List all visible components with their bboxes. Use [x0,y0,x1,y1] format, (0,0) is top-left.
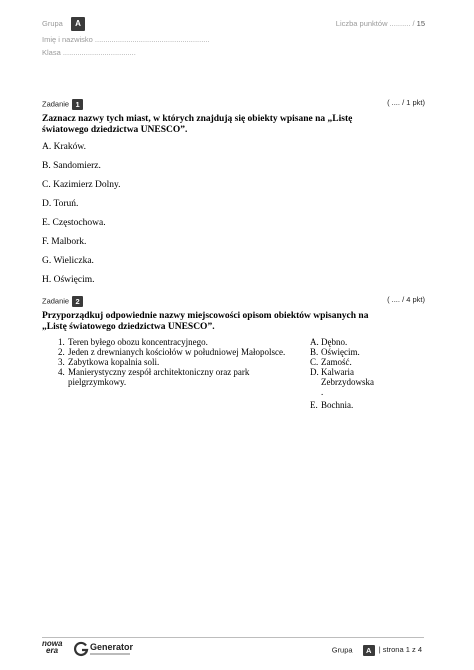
nowa-era-logo: nowa era [42,639,63,655]
task1-label-text: Zadanie [42,99,70,109]
generator-logo-icon [73,641,89,657]
task1-question-line2: światowego dziedzictwa UNESCO”. [42,124,188,135]
place-item-cont: Zebrzydowska [321,377,374,387]
task1-option-d[interactable]: D. Toruń. [42,199,79,209]
task1-option-c[interactable]: C. Kazimierz Dolny. [42,180,121,190]
footer-group-badge: A [363,645,375,656]
task2-question-line1: Przyporządkuj odpowiednie nazwy miejscowości opisom obiektów wpisanych na [42,311,369,321]
task1-question-line1: Zaznacz nazwy tych miast, w których znajdują się obiekty wpisane na „Listę [42,114,353,124]
task1-label [42,99,83,110]
description-item: 1. Teren byłego obozu koncentracyjnego. [58,337,208,347]
points-dots: Liczba punktów .......... / [335,19,417,28]
place-item: A. Dębno. [310,337,348,347]
task1-number-badge: 1 [72,99,83,110]
place-item: B. Oświęcim. [310,347,360,357]
points-header [336,19,425,28]
task1-option-h[interactable]: H. Oświęcim. [42,275,95,285]
generator-logo-text: Generator [90,642,134,652]
task1-option-b[interactable]: B. Sandomierz. [42,161,101,171]
place-item-cont: . [321,387,324,397]
footer-group-label: Grupa [331,645,353,655]
task2-question [42,311,414,332]
task1-option-a[interactable]: A. Kraków. [42,142,86,152]
group-badge: A [71,17,85,31]
description-item-cont: pielgrzymkowy. [68,377,127,387]
name-line: Imię i nazwisko ....................................................... [42,35,210,44]
footer-page-info [332,645,422,656]
task1-option-g[interactable]: G. Wieliczka. [42,256,94,266]
task1-question [42,114,414,135]
description-item: 3. Zabytkowa kopalnia soli. [58,357,160,367]
task2-question-line2: „Listę światowego dziedzictwa UNESCO”. [42,321,215,332]
place-item: D. Kalwaria [310,367,354,377]
footer-divider [42,637,424,638]
footer-page-number: | strona 1 z 4 [378,645,422,655]
group-label: Grupa [42,18,63,28]
place-item: E. Bochnia. [310,400,354,410]
task2-label-text: Zadanie [42,296,70,306]
task2-descriptions [58,337,298,387]
group-header [42,17,85,31]
generator-tagline [90,653,130,655]
description-item: 4. Manierystyczny zespół architektoniczny oraz park [58,367,250,377]
task1-option-e[interactable]: E. Częstochowa. [42,218,106,228]
task1-option-f[interactable]: F. Malbork. [42,237,87,247]
task2-number-badge: 2 [72,296,83,307]
task2-label [42,296,83,307]
task2-points: ( .... / 4 pkt) [387,295,425,304]
task1-points: ( .... / 1 pkt) [387,98,425,107]
place-item: C. Zamość. [310,357,352,367]
task2-places [310,337,410,410]
class-line: Klasa ................................... [42,48,136,57]
description-item: 2. Jeden z drewnianych kościołów w południowej Małopolsce. [58,347,286,357]
points-total: 15 [416,19,425,28]
